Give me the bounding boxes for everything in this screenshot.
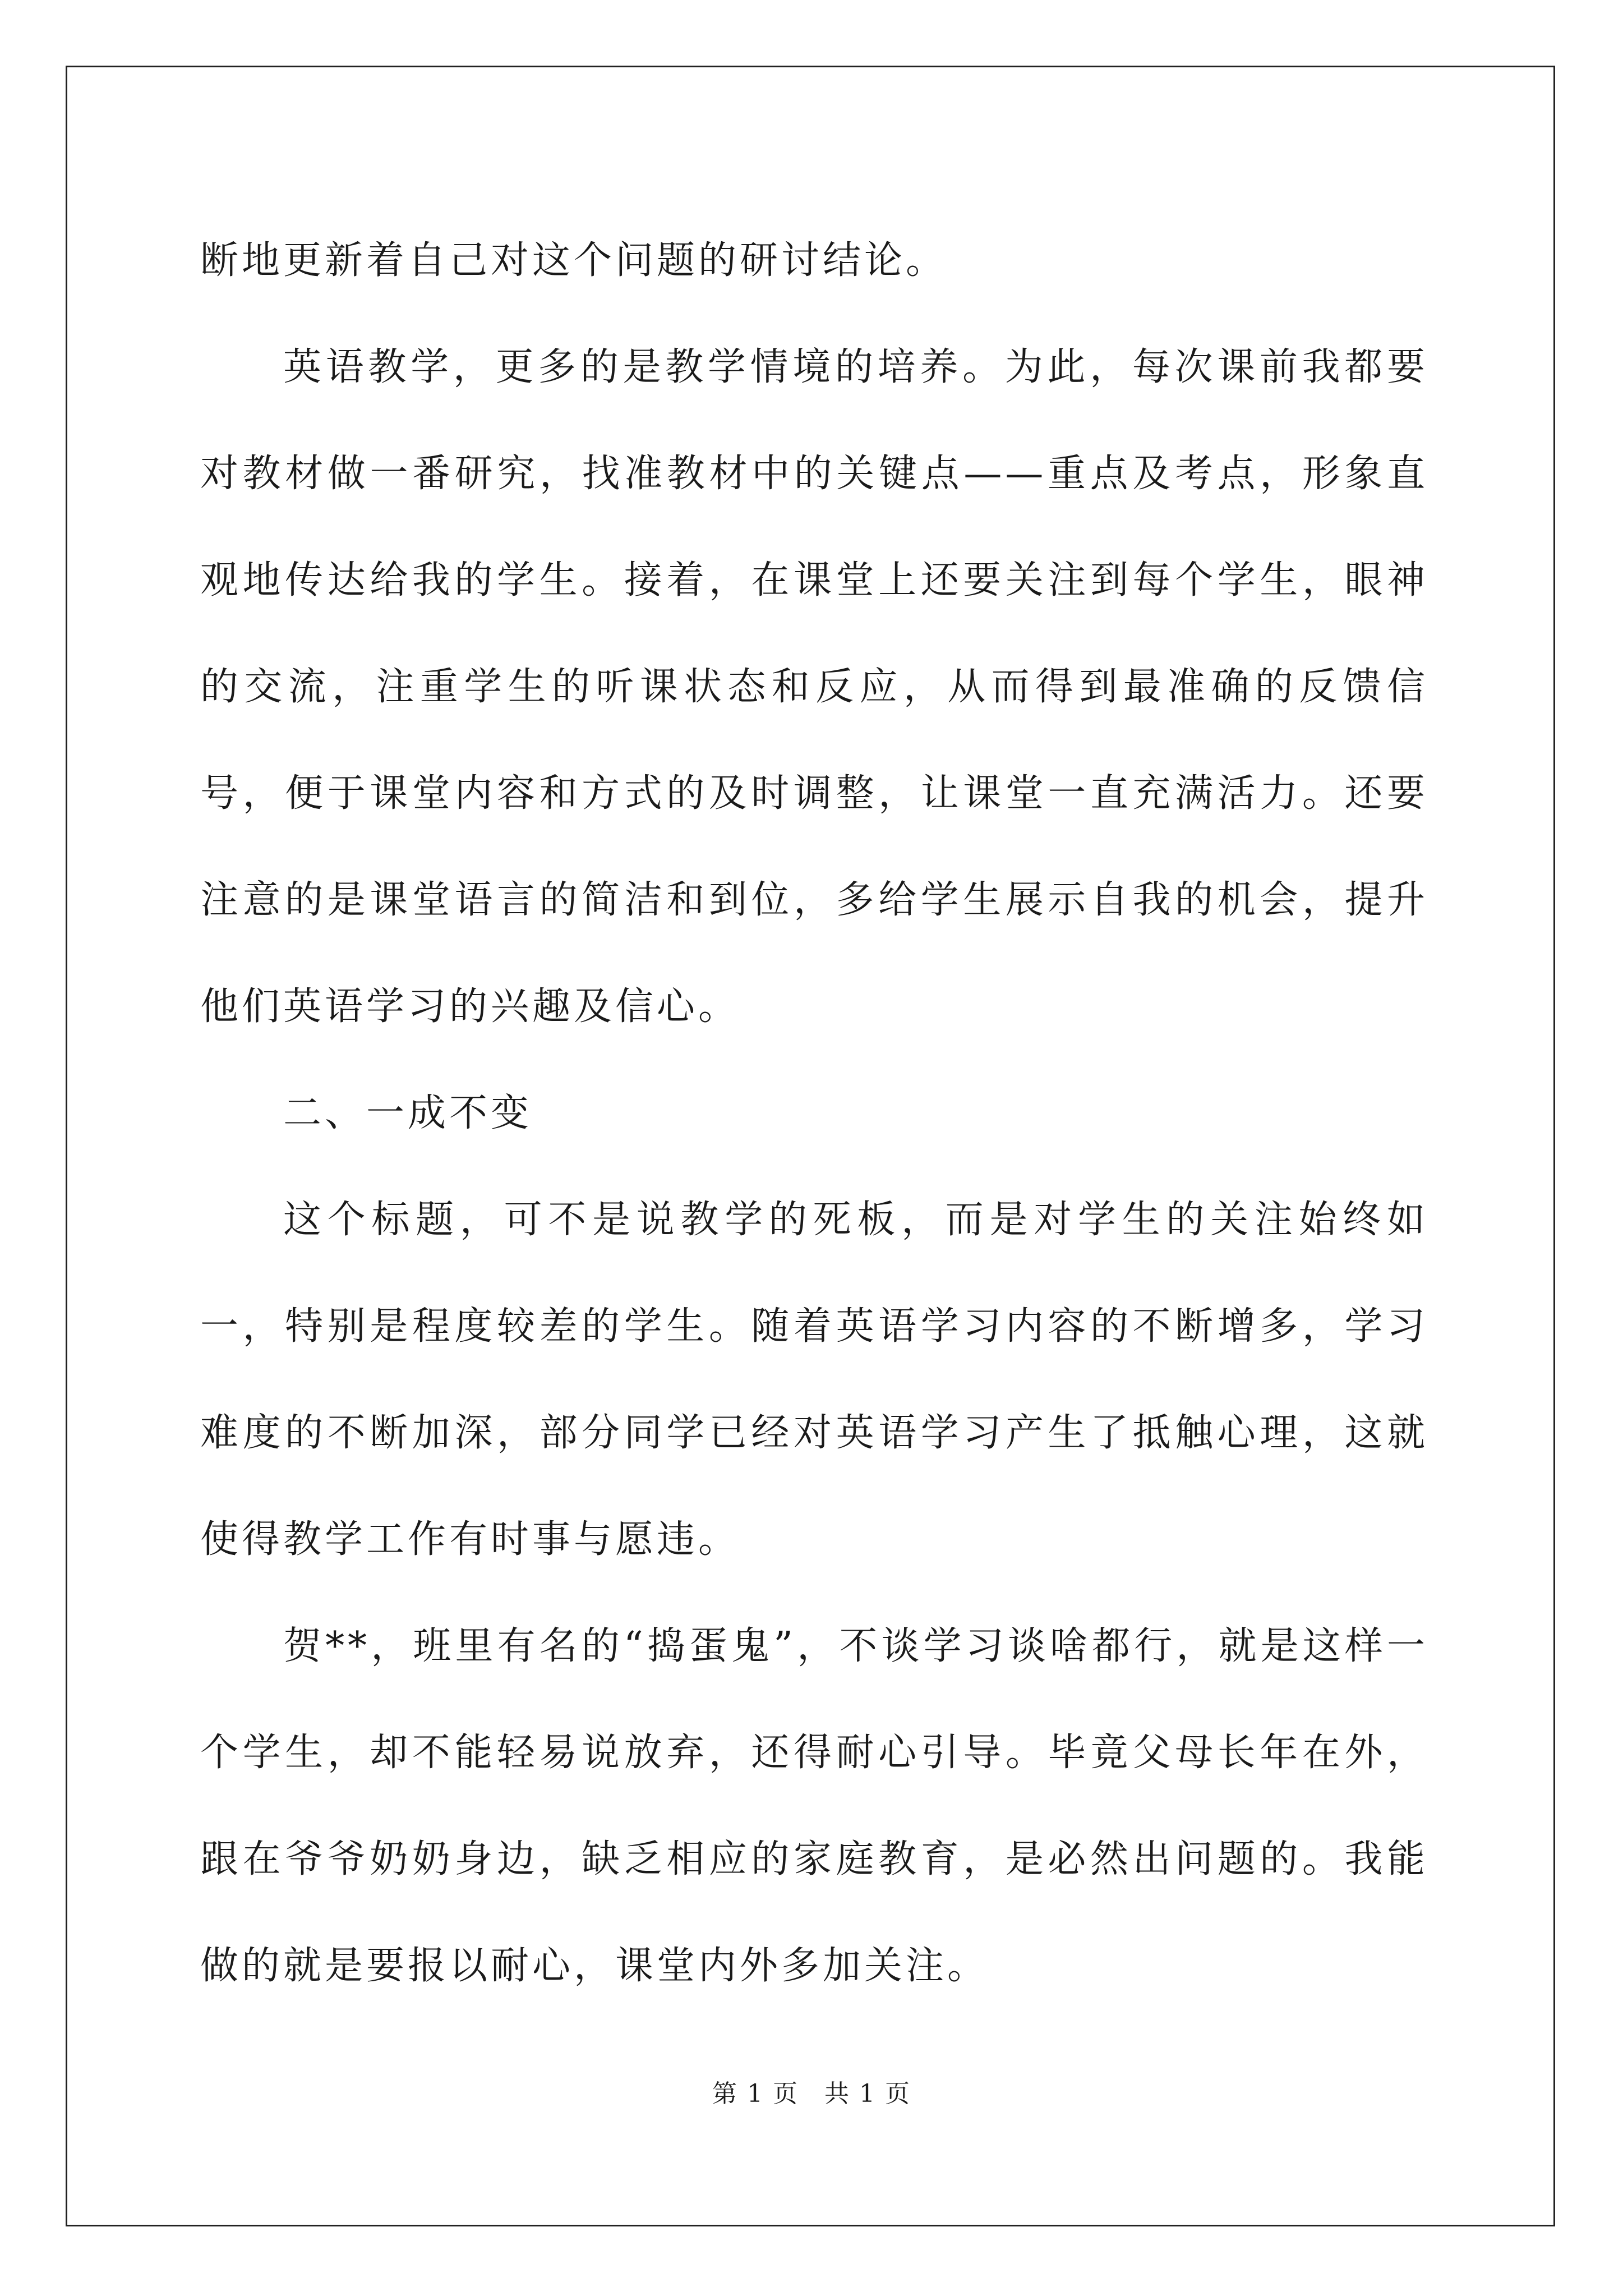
page-number-footer: 第 1 页 共 1 页 bbox=[712, 2079, 911, 2108]
section-heading: 二、一成不变 bbox=[283, 1091, 533, 1135]
paragraph-english-teaching: 英语教学，更多的是教学情境的培养。为此，每次课前我都要对教材做一番研究，找准教材中的关键点——重点及考点，形象直观地传达给我的学生。接着，在课堂上还要关注到每个学生，眼神的交流，注重学生的听课状态和反应，从而得到最准确的反馈信号，便于课堂内容和方式的及时调整，让课堂一直充满活力。还要注意的是课堂语言的简洁和到位，多给学生展示自我的机会，提升他们英语学习的兴趣及信心。 bbox=[200, 345, 1428, 1029]
paragraph-consistency: 这个标题，可不是说教学的死板，而是对学生的关注始终如一，特别是程度较差的学生。随着英语学习内容的不断增多，学习难度的不断加深，部分同学已经对英语学习产生了抵触心理，这就使得教学工作有时事与愿违。 bbox=[200, 1198, 1428, 1562]
document-body bbox=[200, 208, 1428, 2019]
paragraph-continuation: 断地更新着自己对这个问题的研讨结论。 bbox=[200, 238, 948, 283]
paragraph-student-case: 贺**，班里有名的“捣蛋鬼”，不谈学习谈啥都行，就是这样一个学生，却不能轻易说放弃，还得耐心引导。毕竟父母长年在外，跟在爷爷奶奶身边，缺乏相应的家庭教育，是必然出问题的。我能做的就是要报以耐心，课堂内外多加关注。 bbox=[200, 1624, 1428, 1988]
